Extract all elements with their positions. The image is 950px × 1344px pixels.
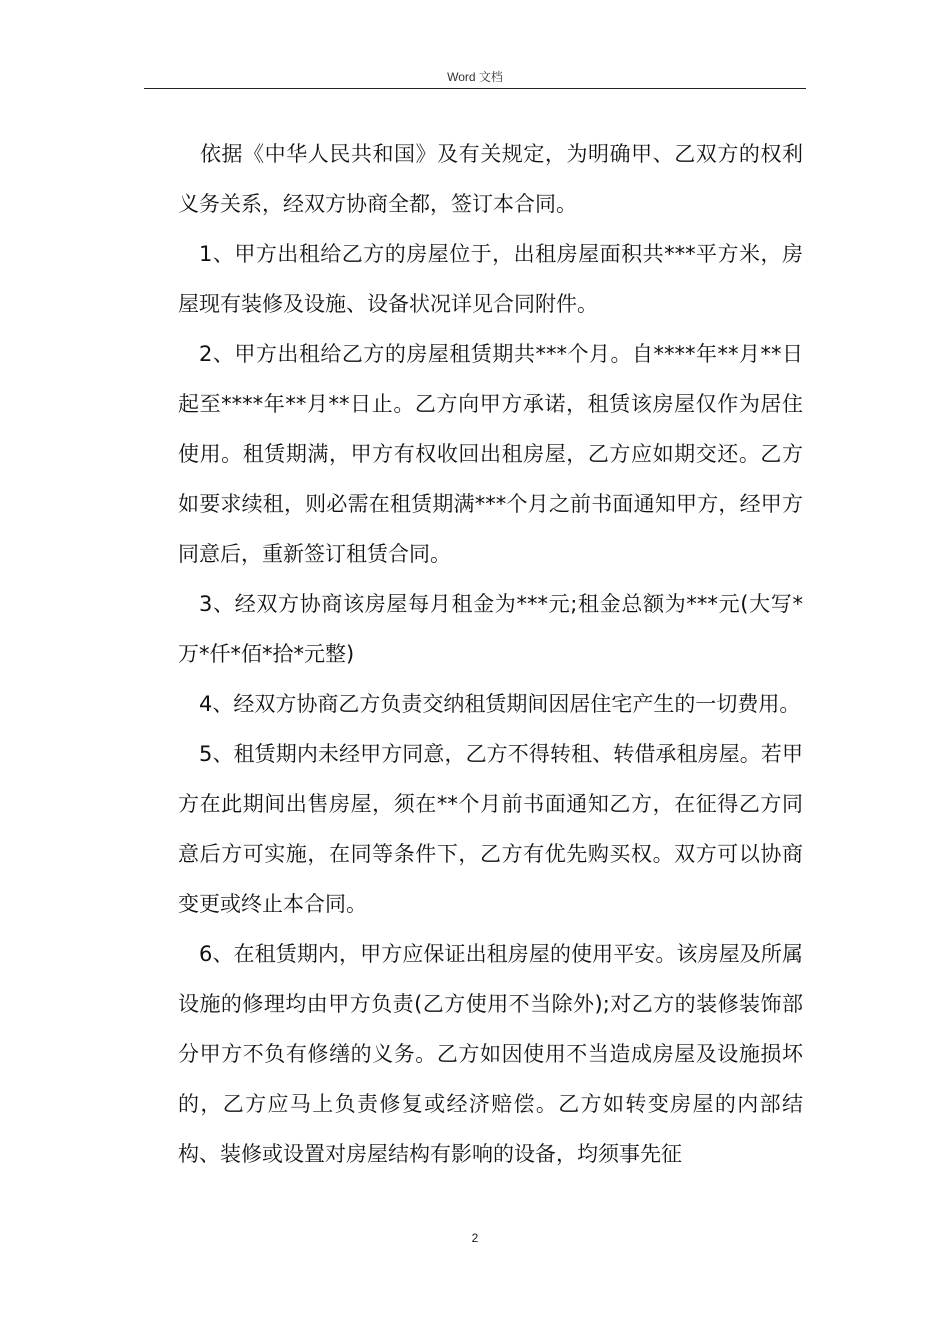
document-body — [178, 129, 803, 1179]
page-number: 2 — [471, 1231, 479, 1245]
paragraph-clause-6: 6、在租赁期内，甲方应保证出租房屋的使用平安。该房屋及所属设施的修理均由甲方负责(乙方使用不当除外);对乙方的装修装饰部分甲方不负有修缮的义务。乙方如因使用不当造成房屋及设施损坏的，乙方应马上负责修复或经济赔偿。乙方如转变房屋的内部结构、装修或设置对房屋结构有影响的设备，均须事先征 — [178, 942, 803, 1166]
paragraph-clause-3: 3、经双方协商该房屋每月租金为***元;租金总额为***元(大写*万*仟*佰*拾*元整) — [178, 592, 803, 666]
paragraph-clause-5: 5、租赁期内未经甲方同意，乙方不得转租、转借承租房屋。若甲方在此期间出售房屋，须在**个月前书面通知乙方，在征得乙方同意后方可实施，在同等条件下，乙方有优先购买权。双方可以协商变更或终止本合同。 — [178, 742, 803, 916]
paragraph-clause-4: 4、经双方协商乙方负责交纳租赁期间因居住宅产生的一切费用。 — [199, 692, 801, 716]
paragraph-clause-1: 1、甲方出租给乙方的房屋位于，出租房屋面积共***平方米，房屋现有装修及设施、设备状况详见合同附件。 — [178, 242, 803, 316]
header-rule — [144, 88, 806, 89]
paragraph-intro: 依据《中华人民共和国》及有关规定，为明确甲、乙双方的权利义务关系，经双方协商全都，签订本合同。 — [178, 142, 803, 216]
page-header: Word 文档 — [447, 70, 503, 84]
paragraph-clause-2: 2、甲方出租给乙方的房屋租赁期共***个月。自****年**月**日起至****年**月**日止。乙方向甲方承诺，租赁该房屋仅作为居住使用。租赁期满，甲方有权收回出租房屋，乙方应如期交还。乙方如要求续租，则必需在租赁期满***个月之前书面通知甲方，经甲方同意后，重新签订租赁合同。 — [178, 342, 803, 566]
